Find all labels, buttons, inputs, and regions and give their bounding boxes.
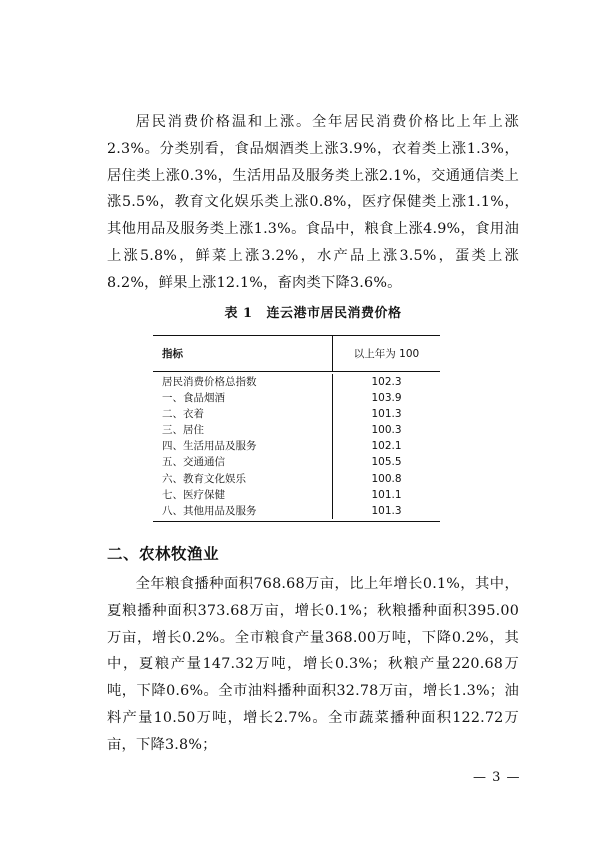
section-heading: 二、农林牧渔业 xyxy=(107,545,220,563)
table-row-label: 居民消费价格总指数 xyxy=(162,376,257,388)
table-row-value: 103.9 xyxy=(371,392,402,405)
table-title-text: 连云港市居民消费价格 xyxy=(266,306,402,321)
table-label-column xyxy=(153,374,332,519)
table-header-index: 以上年为 100 xyxy=(332,336,440,371)
table-header-row xyxy=(153,336,440,372)
table-row-label: 二、衣着 xyxy=(162,408,204,421)
table-body xyxy=(153,372,440,521)
cpi-paragraph: 居民消费价格温和上涨。全年居民消费价格比上年上涨2.3%。分类别看，食品烟酒类上涨3.9%，衣着类上涨1.3%，居住类上涨0.3%，生活用品及服务类上涨2.1%，交通通信类上涨5.5%，教育文化娱乐类上涨0.8%，医疗保健类上涨1.1%，其他用品及服务类上涨1.3%。食品中，粮食上涨4.9%，食用油上涨5.8%，鲜菜上涨3.2%，水产品上涨3.5%，蛋类上涨8.2%，鲜果上涨12.1%，畜肉类下降3.6%。 xyxy=(107,114,519,291)
table-row-label: 五、交通通信 xyxy=(162,456,225,469)
table-row-value: 102.1 xyxy=(371,440,402,453)
page-number: — 3 — xyxy=(473,770,521,785)
agriculture-paragraph: 全年粮食播种面积768.68万亩，比上年增长0.1%，其中，夏粮播种面积373.68万亩，增长0.1%；秋粮播种面积395.00万亩，增长0.2%。全市粮食产量368.00万吨，下降0.2%，其中，夏粮产量147.32万吨，增长0.3%；秋粮产量220.68万吨，下降0.6%。全市油料播种面积32.78万亩，增长1.3%；油料产量10.50万吨，增长2.7%。全市蔬菜播种面积122.72万亩，下降3.8%； xyxy=(107,576,519,753)
table-title-number: 表 1 xyxy=(224,306,253,321)
table-row-value: 100.8 xyxy=(371,472,402,485)
table-row-value: 101.1 xyxy=(371,488,402,501)
table-row-value: 105.5 xyxy=(371,456,402,469)
table-value-column xyxy=(332,374,440,519)
cpi-table xyxy=(153,335,440,522)
table-row-label: 三、居住 xyxy=(162,424,204,437)
table-row-label: 六、教育文化娱乐 xyxy=(162,472,246,485)
table-header-indicator: 指标 xyxy=(162,348,183,360)
table-row-value: 101.3 xyxy=(371,408,402,421)
table-row-value: 100.3 xyxy=(371,424,402,437)
table-row-value: 101.3 xyxy=(371,504,402,517)
table-row-label: 七、医疗保健 xyxy=(162,488,225,501)
table-row-label: 八、其他用品及服务 xyxy=(162,504,257,517)
table-row-label: 一、食品烟酒 xyxy=(162,392,225,405)
table-title xyxy=(107,302,519,321)
table-row-value: 102.3 xyxy=(371,376,402,388)
table-row-label: 四、生活用品及服务 xyxy=(162,440,257,453)
